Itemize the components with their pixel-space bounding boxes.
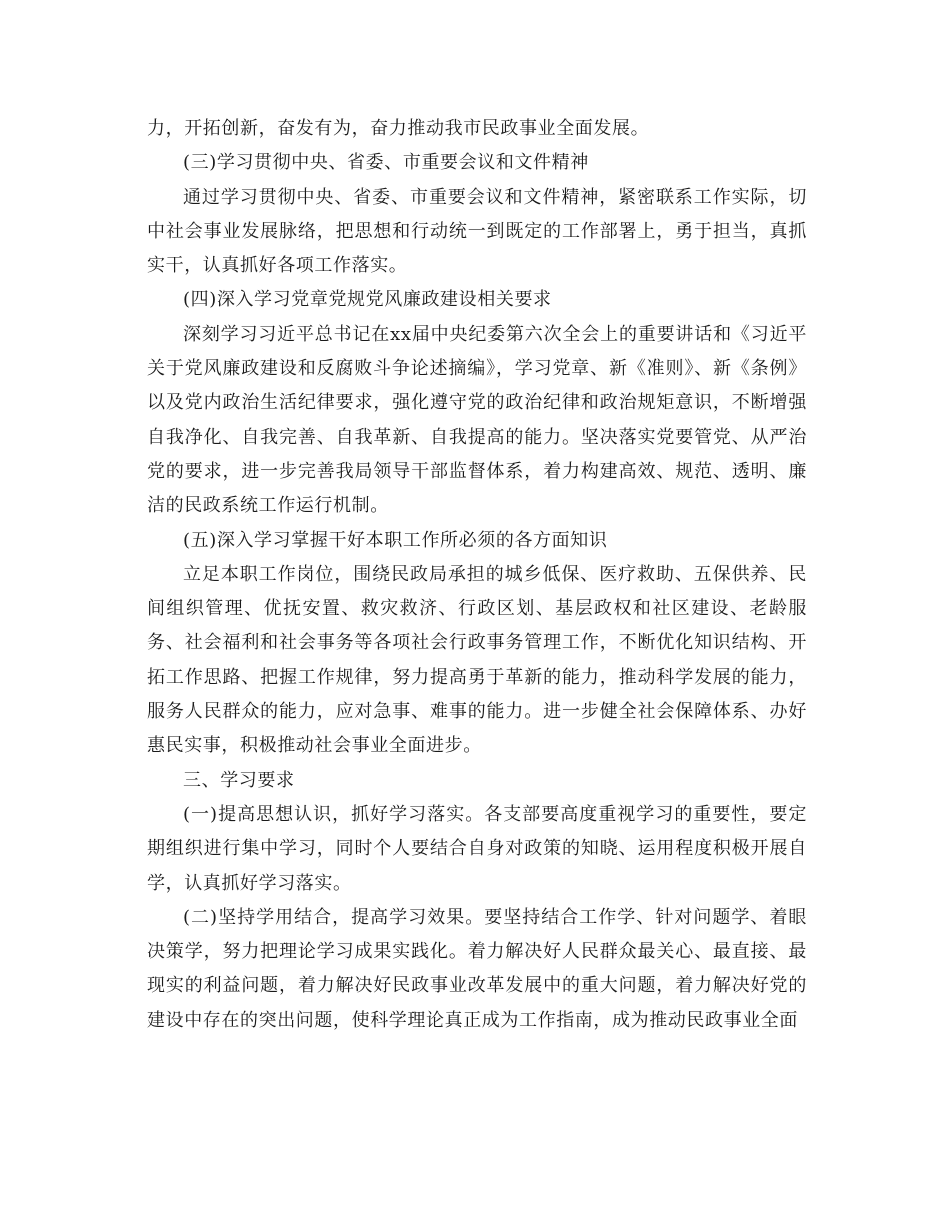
section-heading-4: (四)深入学习党章党规党风廉政建设相关要求 [183,289,552,311]
section-heading-5: (五)深入学习掌握干好本职工作所必须的各方面知识 [183,529,608,551]
chapter-heading: 三、学习要求 [183,769,295,791]
section-heading-3: (三)学习贯彻中央、省委、市重要会议和文件精神 [183,152,589,174]
paragraph: 深刻学习习近平总书记在xx届中央纪委第六次全会上的重要讲话和《习近平关于党风廉政建设和反腐败斗争论述摘编》，学习党章、新《准则》、新《条例》以及党内政治生活纪律要求，强化遵守党的政治纪律和政治规矩意识，不断增强自我净化、自我完善、自我革新、自我提高的能力。坚决落实党要管党、从严治党的要求，进一步完善我局领导干部监督体系，着力构建高效、规范、透明、廉洁的民政系统工作运行机制。 [147,323,807,517]
paragraph: 通过学习贯彻中央、省委、市重要会议和文件精神，紧密联系工作实际，切中社会事业发展脉络，把思想和行动统一到既定的工作部署上，勇于担当，真抓实干，认真抓好各项工作落实。 [147,186,807,277]
paragraph: 立足本职工作岗位，围绕民政局承担的城乡低保、医疗救助、五保供养、民间组织管理、优抚安置、救灾救济、行政区划、基层政权和社区建设、老龄服务、社会福利和社会事务等各项社会行政事务管理工作，不断优化知识结构、开拓工作思路、把握工作规律，努力提高勇于革新的能力，推动科学发展的能力，服务人民群众的能力，应对急事、难事的能力。进一步健全社会保障体系、办好惠民实事，积极推动社会事业全面进步。 [147,563,807,757]
paragraph: (二)坚持学用结合，提高学习效果。要坚持结合工作学、针对问题学、着眼决策学，努力把理论学习成果实践化。着力解决好人民群众最关心、最直接、最现实的利益问题，着力解决好民政事业改革发展中的重大问题，着力解决好党的建设中存在的突出问题，使科学理论真正成为工作指南，成为推动民政事业全面 [147,906,807,1031]
paragraph-continuation: 力，开拓创新，奋发有为，奋力推动我市民政事业全面发展。 [147,118,650,139]
paragraph: (一)提高思想认识，抓好学习落实。各支部要高度重视学习的重要性，要定期组织进行集中学习，同时个人要结合自身对政策的知晓、运用程度积极开展自学，认真抓好学习落实。 [147,803,807,894]
document-body [147,112,807,1038]
